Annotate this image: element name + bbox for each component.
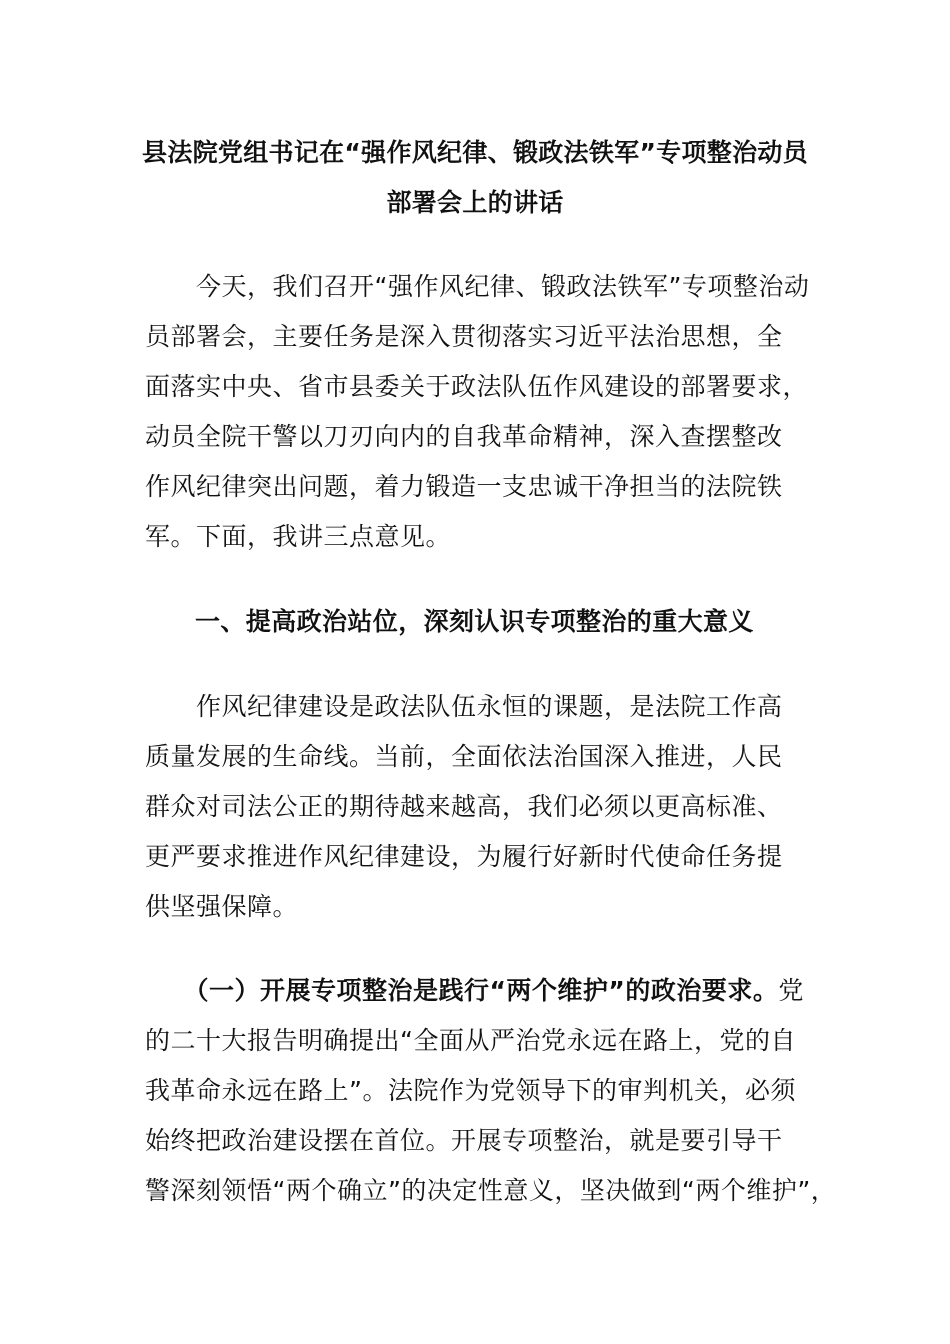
document-title — [130, 128, 820, 228]
title-line-2: 部署会上的讲话 — [386, 188, 564, 217]
paragraph-line: 动员全院干警以刀刃向内的自我革命精神，深入查摆整改 — [145, 422, 783, 451]
paragraph-line: 供坚强保障。 — [145, 892, 299, 921]
paragraph-intro — [145, 262, 815, 562]
paragraph-line: 面落实中央、省市县委关于政法队伍作风建设的部署要求， — [145, 372, 809, 401]
paragraph-subsection1 — [145, 966, 837, 1216]
paragraph-section1 — [145, 682, 815, 932]
paragraph-line: 质量发展的生命线。当前，全面依法治国深入推进，人民 — [145, 742, 783, 771]
section-heading-1: 一、提高政治站位，深刻认识专项整治的重大意义 — [195, 607, 754, 636]
paragraph-line: 始终把政治建设摆在首位。开展专项整治，就是要引导干 — [145, 1126, 783, 1155]
subsection-heading: （一）开展专项整治是践行“两个维护”的政治要求。 — [145, 976, 779, 1005]
paragraph-line: 我革命永远在路上”。法院作为党领导下的审判机关，必须 — [145, 1076, 796, 1105]
paragraph-line: 军。下面，我讲三点意见。 — [145, 522, 452, 551]
paragraph-line: 员部署会，主要任务是深入贯彻落实习近平法治思想，全 — [145, 322, 783, 351]
paragraph-line: 群众对司法公正的期待越来越高，我们必须以更高标准、 — [145, 792, 783, 821]
paragraph-line: 的二十大报告明确提出“全面从严治党永远在路上，党的自 — [145, 1026, 796, 1055]
paragraph-line: 警深刻领悟“两个确立”的决定性意义，坚决做到“两个维护”， — [145, 1176, 837, 1205]
paragraph-line: 更严要求推进作风纪律建设，为履行好新时代使命任务提 — [145, 842, 783, 871]
title-line-1: 县法院党组书记在“强作风纪律、锻政法铁军”专项整治动员 — [142, 138, 808, 167]
paragraph-line: 今天，我们召开“强作风纪律、锻政法铁军”专项整治动 — [145, 272, 810, 301]
paragraph-lead-line — [145, 966, 815, 1016]
lead-continuation: 党 — [778, 976, 804, 1005]
paragraph-line: 作风纪律建设是政法队伍永恒的课题，是法院工作高 — [145, 692, 783, 721]
paragraph-line: 作风纪律突出问题，着力锻造一支忠诚干净担当的法院铁 — [145, 472, 783, 501]
